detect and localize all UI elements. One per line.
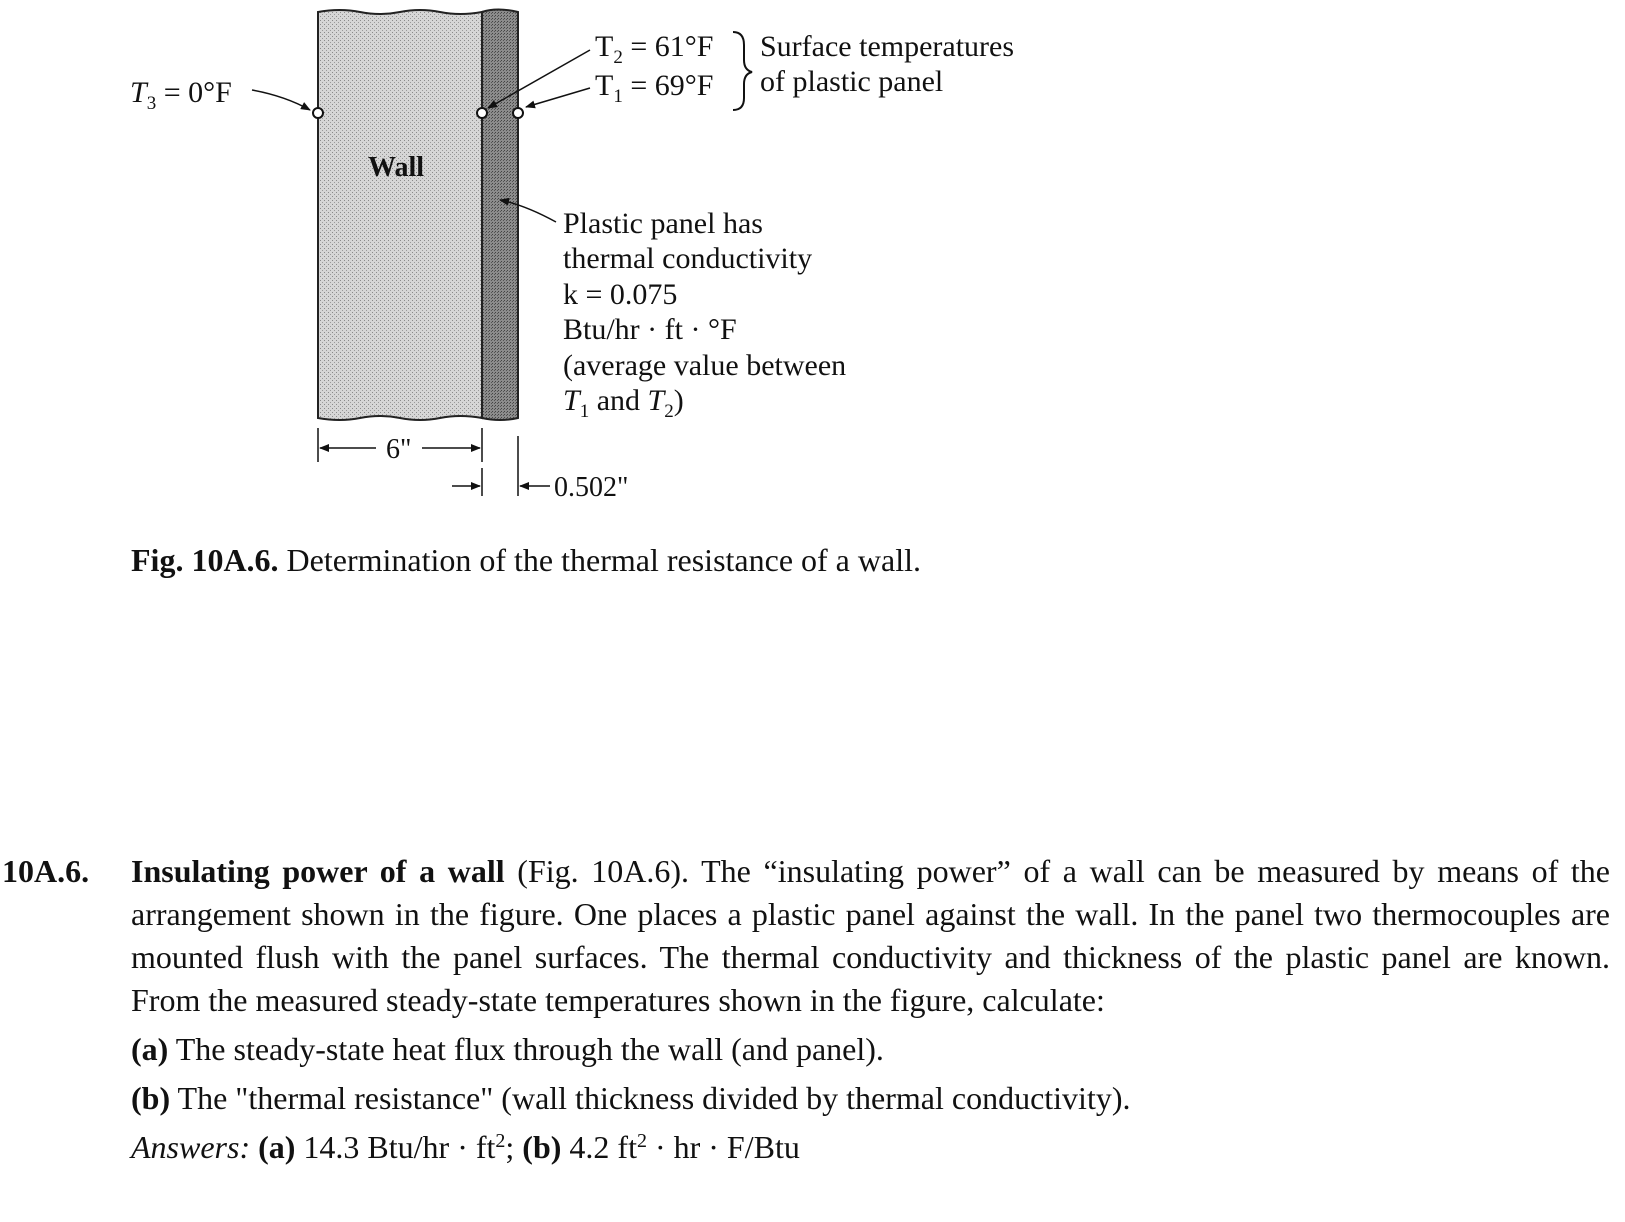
part-a: [131, 1028, 1610, 1071]
problem-title: Insulating power of a wall: [131, 853, 505, 889]
t1-leader: [526, 88, 590, 107]
ans-b-text1: 4.2 ft: [561, 1129, 637, 1165]
panel-desc-line1: Plastic panel has: [563, 207, 763, 240]
wall-slab: [318, 10, 482, 420]
dim-wall-label: 6": [386, 434, 412, 465]
caption-text: Determination of the thermal resistance of a wall.: [278, 542, 921, 578]
thermocouple-t2: [477, 108, 487, 118]
panel-desc-line3: k = 0.075: [563, 278, 678, 311]
part-b: [131, 1077, 1610, 1120]
figure-caption: [131, 538, 991, 582]
wall-label: Wall: [368, 152, 425, 183]
panel-desc-line6: $T_1$ and $T_2$): [563, 384, 684, 422]
ans-b-text2: · hr · F/Btu: [646, 1129, 800, 1165]
part-b-text: The "thermal resistance" (wall thickness divided by thermal conductivity).: [170, 1080, 1131, 1116]
caption-label: Fig. 10A.6.: [131, 542, 279, 578]
ans-sep: ;: [505, 1129, 523, 1165]
t3-label: $T_3 = 0^\circ F$: [130, 76, 232, 114]
panel-desc-line4: Btu/hr · ft · °F: [563, 313, 737, 346]
thermocouple-t3: [313, 108, 323, 118]
panel-desc-line5: (average value between: [563, 349, 847, 382]
problem-10a6: [0, 850, 1610, 1169]
ans-b-label: (b): [522, 1129, 562, 1165]
ans-a-sup: 2: [495, 1130, 506, 1152]
part-a-label: (a): [131, 1031, 169, 1067]
answers-label: Answers:: [131, 1129, 251, 1165]
dim-panel-label: 0.502": [554, 472, 629, 503]
panel-desc-line2: thermal conductivity: [563, 242, 813, 275]
surface-text-line2: of plastic panel: [760, 65, 944, 98]
problem-body: (Fig. 10A.6). The “insulating power” of a wall can be measured by means of the arrangement shown in the figure. One places a plastic panel against the wall. In the panel two thermocouples are mounted flush with the panel surfaces. The thermal conductivity and thickness of the plastic panel are known. From the measured steady-state temperatures shown in the figure, calculate:: [131, 853, 1611, 1018]
problem-number: 10A.6.: [2, 853, 90, 889]
part-a-text: The steady-state heat flux through the wall (and panel).: [168, 1031, 884, 1067]
surface-text-line1: Surface temperatures: [760, 30, 1015, 63]
answers: [131, 1126, 1610, 1169]
ans-a-label: (a): [250, 1129, 296, 1165]
t2-label: $T_2 = 61^\circ F$: [595, 30, 714, 68]
thermocouple-t1: [513, 108, 523, 118]
plastic-panel: [482, 10, 518, 421]
problem-statement: [131, 850, 1610, 1022]
t3-leader: [252, 90, 310, 110]
ans-a-text: 14.3 Btu/hr · ft: [295, 1129, 496, 1165]
part-b-label: (b): [131, 1080, 171, 1116]
t1-label: $T_1 = 69^\circ F$: [595, 69, 714, 107]
ans-b-sup: 2: [636, 1130, 647, 1152]
surface-brace: [733, 32, 752, 110]
